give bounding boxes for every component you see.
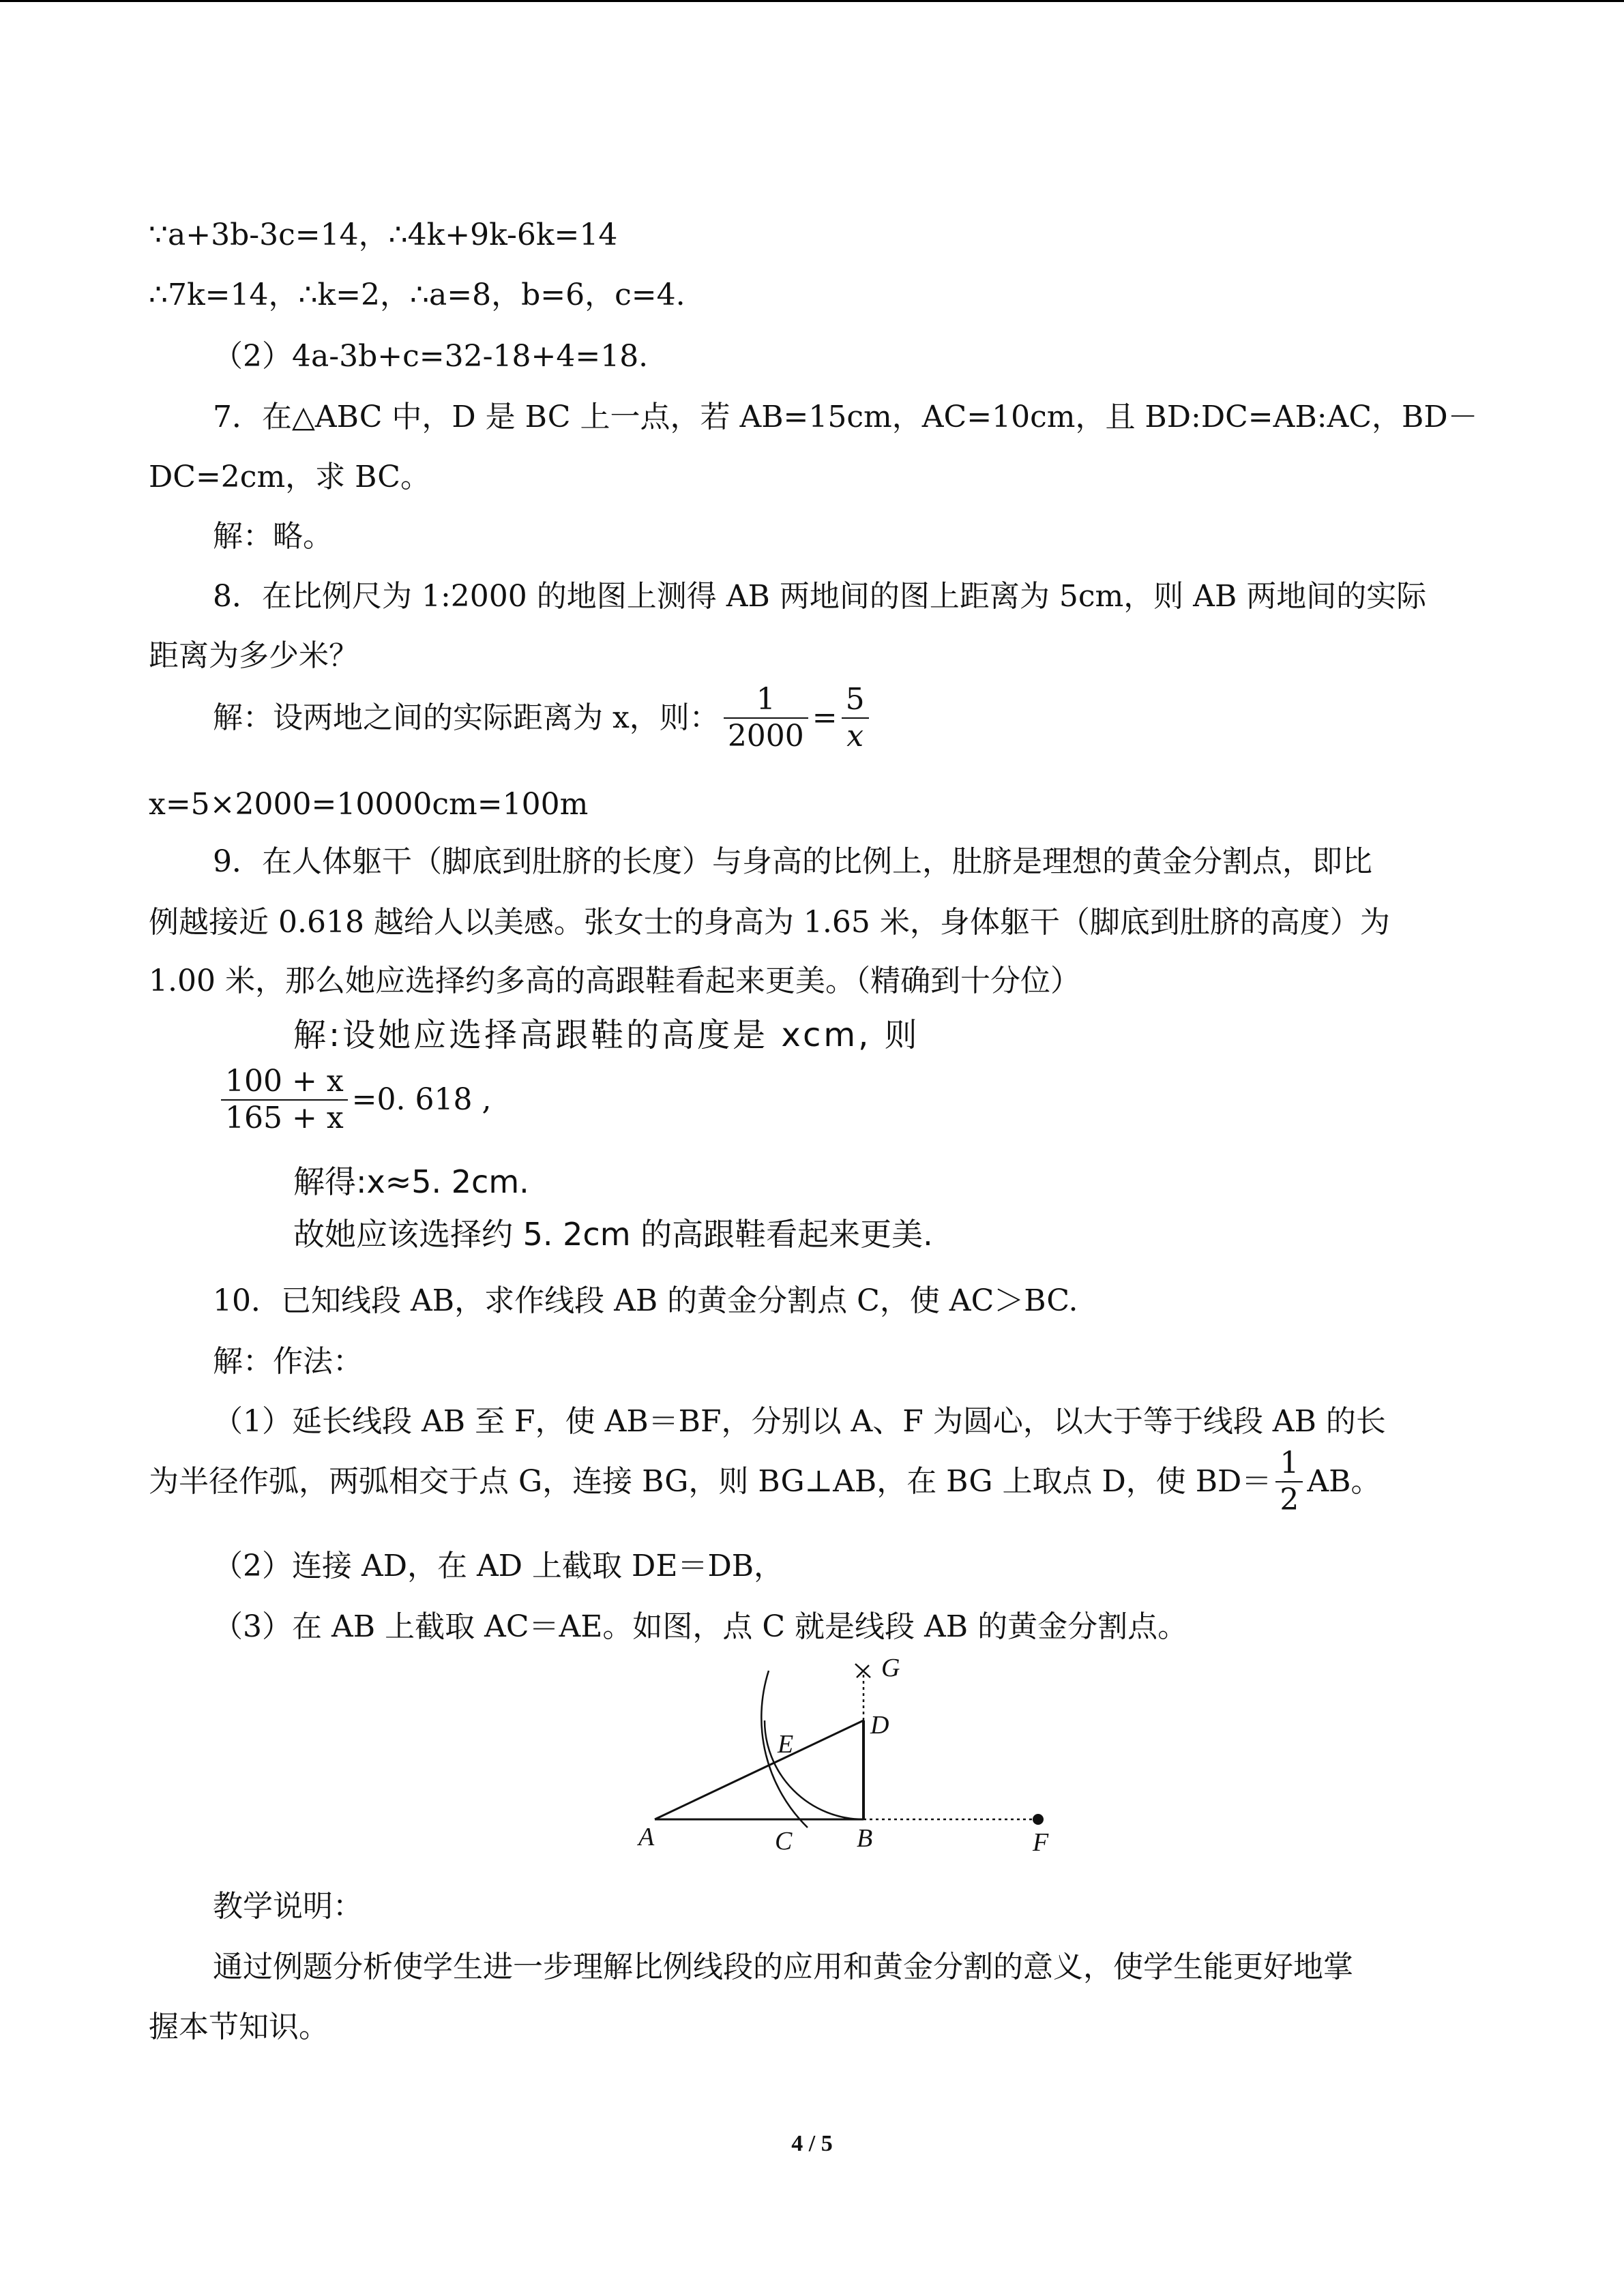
question-7-line1: 7．在△ABC 中，D 是 BC 上一点，若 AB=15cm，AC=10cm，且 BD:DC=AB:AC，BD－ xyxy=(213,400,1478,434)
answer-8-equation xyxy=(213,682,873,754)
teaching-note-title: 教学说明： xyxy=(213,1889,363,1924)
page-number: 4 / 5 xyxy=(791,2131,833,2156)
answer-8-result: x=5×2000=10000cm=100m xyxy=(149,787,589,822)
fraction-one-half xyxy=(1275,1446,1303,1518)
question-9-line1: 9．在人体躯干（脚底到肚脐的长度）与身高的比例上，肚脐是理想的黄金分割点，即比 xyxy=(213,844,1372,879)
step-1-prefix: 为半径作弧，两弧相交于点 G，连接 BG，则 BG⊥AB，在 BG 上取点 D，使 BD＝ xyxy=(149,1464,1272,1499)
question-8-line2: 距离为多少米？ xyxy=(149,638,359,673)
top-border xyxy=(0,0,1624,2)
label-B: B xyxy=(857,1824,873,1853)
label-F: F xyxy=(1033,1828,1049,1857)
answer-9-equation xyxy=(217,1064,491,1136)
line-therefore: ∴7k=14，∴k=2，∴a=8，b=6，c=4. xyxy=(149,278,685,312)
answer-10-title: 解：作法： xyxy=(213,1344,363,1379)
teaching-note-line2: 握本节知识。 xyxy=(149,2010,329,2044)
fraction-denominator: x xyxy=(846,719,864,754)
question-7-line2: DC=2cm，求 BC。 xyxy=(149,460,430,494)
teaching-note-line1: 通过例题分析使学生进一步理解比例线段的应用和黄金分割的意义，使学生能更好地掌 xyxy=(213,1950,1353,1984)
step-1-line2 xyxy=(149,1446,1381,1518)
question-9-line3: 1.00 米，那么她应选择约多高的高跟鞋看起来更美。（精确到十分位） xyxy=(149,964,1080,998)
label-G: G xyxy=(881,1654,900,1682)
equals-sign: = xyxy=(812,700,838,735)
fraction-numerator: 1 xyxy=(756,682,776,717)
line-part2: （2）4a-3b+c=32-18+4=18. xyxy=(213,339,649,374)
fraction-numerator: 1 xyxy=(1280,1446,1299,1480)
step-1-suffix: AB。 xyxy=(1307,1464,1381,1499)
golden-section-diagram xyxy=(614,1650,1091,1875)
point-F xyxy=(1033,1814,1044,1825)
fraction-1-over-2000 xyxy=(724,682,808,754)
question-10: 10．已知线段 AB，求作线段 AB 的黄金分割点 C，使 AC＞BC. xyxy=(213,1283,1078,1318)
segment-AD xyxy=(655,1720,863,1819)
label-C: C xyxy=(775,1827,793,1855)
answer-9-equals: =0. 618 , xyxy=(351,1082,492,1117)
label-E: E xyxy=(778,1730,794,1759)
step-3: （3）在 AB 上截取 AC＝AE。如图，点 C 就是线段 AB 的黄金分割点。 xyxy=(213,1609,1188,1644)
label-D: D xyxy=(870,1711,889,1740)
answer-7: 解：略。 xyxy=(213,519,333,554)
fraction-5-over-x xyxy=(842,682,869,754)
answer-9-setup: 解:设她应选择高跟鞋的高度是 xcm, 则 xyxy=(293,1016,920,1054)
step-1-line1: （1）延长线段 AB 至 F，使 AB＝BF，分别以 A、F 为圆心，以大于等于线段 AB 的长 xyxy=(213,1404,1386,1439)
step-2: （2）连接 AD，在 AD 上截取 DE＝DB， xyxy=(213,1549,784,1583)
fraction-denominator: 2000 xyxy=(727,719,804,754)
question-9-line2: 例越接近 0.618 越给人以美感。张女士的身高为 1.65 米，身体躯干（脚底到肚脐的高度）为 xyxy=(149,905,1390,940)
fraction-numerator: 100 + x xyxy=(225,1064,344,1099)
fraction-numerator: 5 xyxy=(845,682,865,717)
line-since: ∵a+3b-3c=14，∴4k+9k-6k=14 xyxy=(149,218,618,252)
label-A: A xyxy=(638,1823,655,1851)
fraction-denominator: 165 + x xyxy=(225,1101,344,1135)
fraction-denominator: 2 xyxy=(1280,1482,1299,1517)
answer-8-prefix: 解：设两地之间的实际距离为 x，则： xyxy=(213,700,720,735)
fraction-100x-over-165x xyxy=(221,1064,348,1136)
answer-9-solve: 解得:x≈5. 2cm. xyxy=(293,1163,529,1200)
answer-9-conclusion: 故她应该选择约 5. 2cm 的高跟鞋看起来更美. xyxy=(293,1216,933,1253)
question-8-line1: 8．在比例尺为 1:2000 的地图上测得 AB 两地间的图上距离为 5cm，则 AB 两地间的实际 xyxy=(213,579,1427,614)
